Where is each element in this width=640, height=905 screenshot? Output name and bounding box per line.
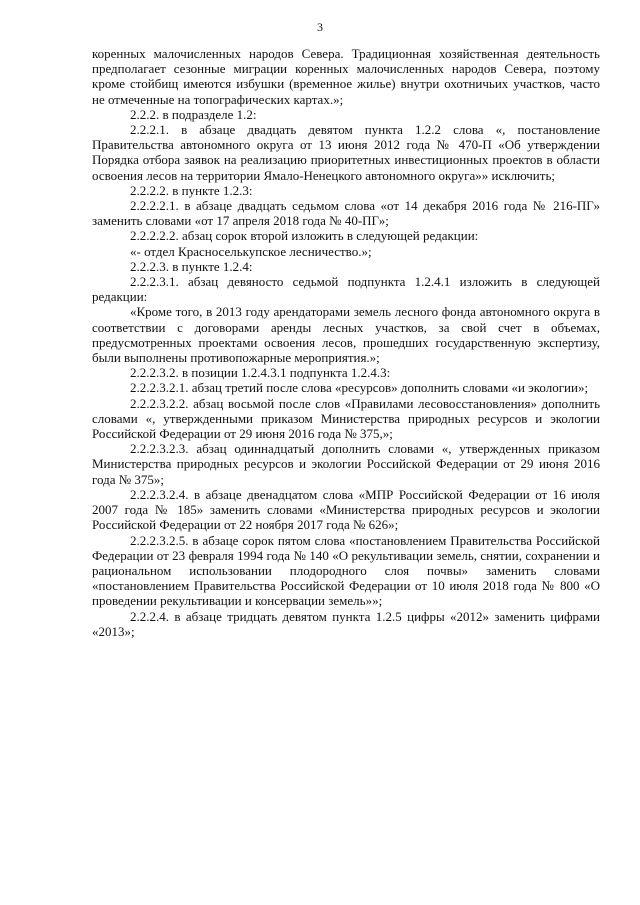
paragraph: «Кроме того, в 2013 году арендаторами земель лесного фонда автономного округа в соответствии с договорами аренды лесных участков, за свой счет в объемах, предусмотренных проектами освоения лесов, прошедших государственную экспертизу, были выполнены противопожарные мероприятия.»; — [92, 304, 600, 366]
paragraph: 2.2.2.2. в пункте 1.2.3: — [130, 182, 253, 198]
paragraph: 2.2.2.3.2.5. в абзаце сорок пятом слова «постановлением Правительства Российской Федерации от 23 февраля 1994 года № 140 «О рекультивации земель, снятии, сохранении и рациональном использовании плодородного слоя почвы» заменить словами «постановлением Правительства Российской Федерации от 10 июля 2018 года № 800 «О проведении рекультивации и консервации земель»»; — [92, 532, 600, 609]
paragraph: 2.2.2.2.1. в абзаце двадцать седьмом слова «от 14 декабря 2016 года № 216-ПГ» заменить словами «от 17 апреля 2018 года № 40-ПГ»; — [92, 198, 600, 229]
paragraph: коренных малочисленных народов Севера. Традиционная хозяйственная деятельность предполагает сезонные миграции коренных малочисленных народов Севера, поэтому кроме стойбищ имеются избушки (временное жилье) внутри охотничьих участков, часто не отмеченные на топографических картах.»; — [92, 46, 600, 107]
paragraph: 2.2.2.3.2. в позиции 1.2.4.3.1 подпункта 1.2.4.3: — [130, 365, 391, 381]
page-number: 3 — [317, 20, 323, 34]
paragraph: 2.2.2.3. в пункте 1.2.4: — [130, 258, 253, 274]
paragraph: 2.2.2.1. в абзаце двадцать девятом пункта 1.2.2 слова «, постановление Правительства автономного округа от 13 июня 2012 года № 470-П «Об утверждении Порядка отбора заявок на реализацию приоритетных инвестиционных проектов в области освоения лесов на территории Ямало-Ненецкого автономного округа»» исключить; — [92, 122, 600, 183]
paragraph: 2.2.2.2.2. абзац сорок второй изложить в следующей редакции: — [130, 228, 479, 244]
paragraph: 2.2.2.3.2.1. абзац третий после слова «ресурсов» дополнить словами «и экологии»; — [130, 380, 589, 396]
paragraph: 2.2.2.3.2.2. абзац восьмой после слов «Правилами лесовосстановления» дополнить словами «, утвержденными приказом Министерства природных ресурсов и экологии Российской Федерации от 29 июня 2016 года № 375,»; — [92, 395, 600, 442]
paragraph: 2.2.2.3.2.4. в абзаце двенадцатом слова «МПР Российской Федерации от 16 июля 2007 года № 185» заменить словами «Министерства природных ресурсов и экологии Российской Федерации от 22 ноября 2017 года № 626»; — [92, 486, 600, 533]
paragraph: 2.2.2.4. в абзаце тридцать девятом пункта 1.2.5 цифры «2012» заменить цифрами «2013»; — [92, 608, 600, 639]
paragraph: 2.2.2.3.1. абзац девяносто седьмой подпункта 1.2.4.1 изложить в следующей редакции: — [92, 274, 600, 305]
document-body — [92, 46, 600, 639]
paragraph: «- отдел Красноселькупское лесничество.»; — [130, 243, 372, 259]
paragraph: 2.2.2.3.2.3. абзац одиннадцатый дополнить словами «, утвержденных приказом Министерства природных ресурсов и экологии Российской Федерации от 29 июня 2016 года № 375»; — [92, 441, 600, 487]
paragraph: 2.2.2. в подразделе 1.2: — [130, 106, 257, 122]
